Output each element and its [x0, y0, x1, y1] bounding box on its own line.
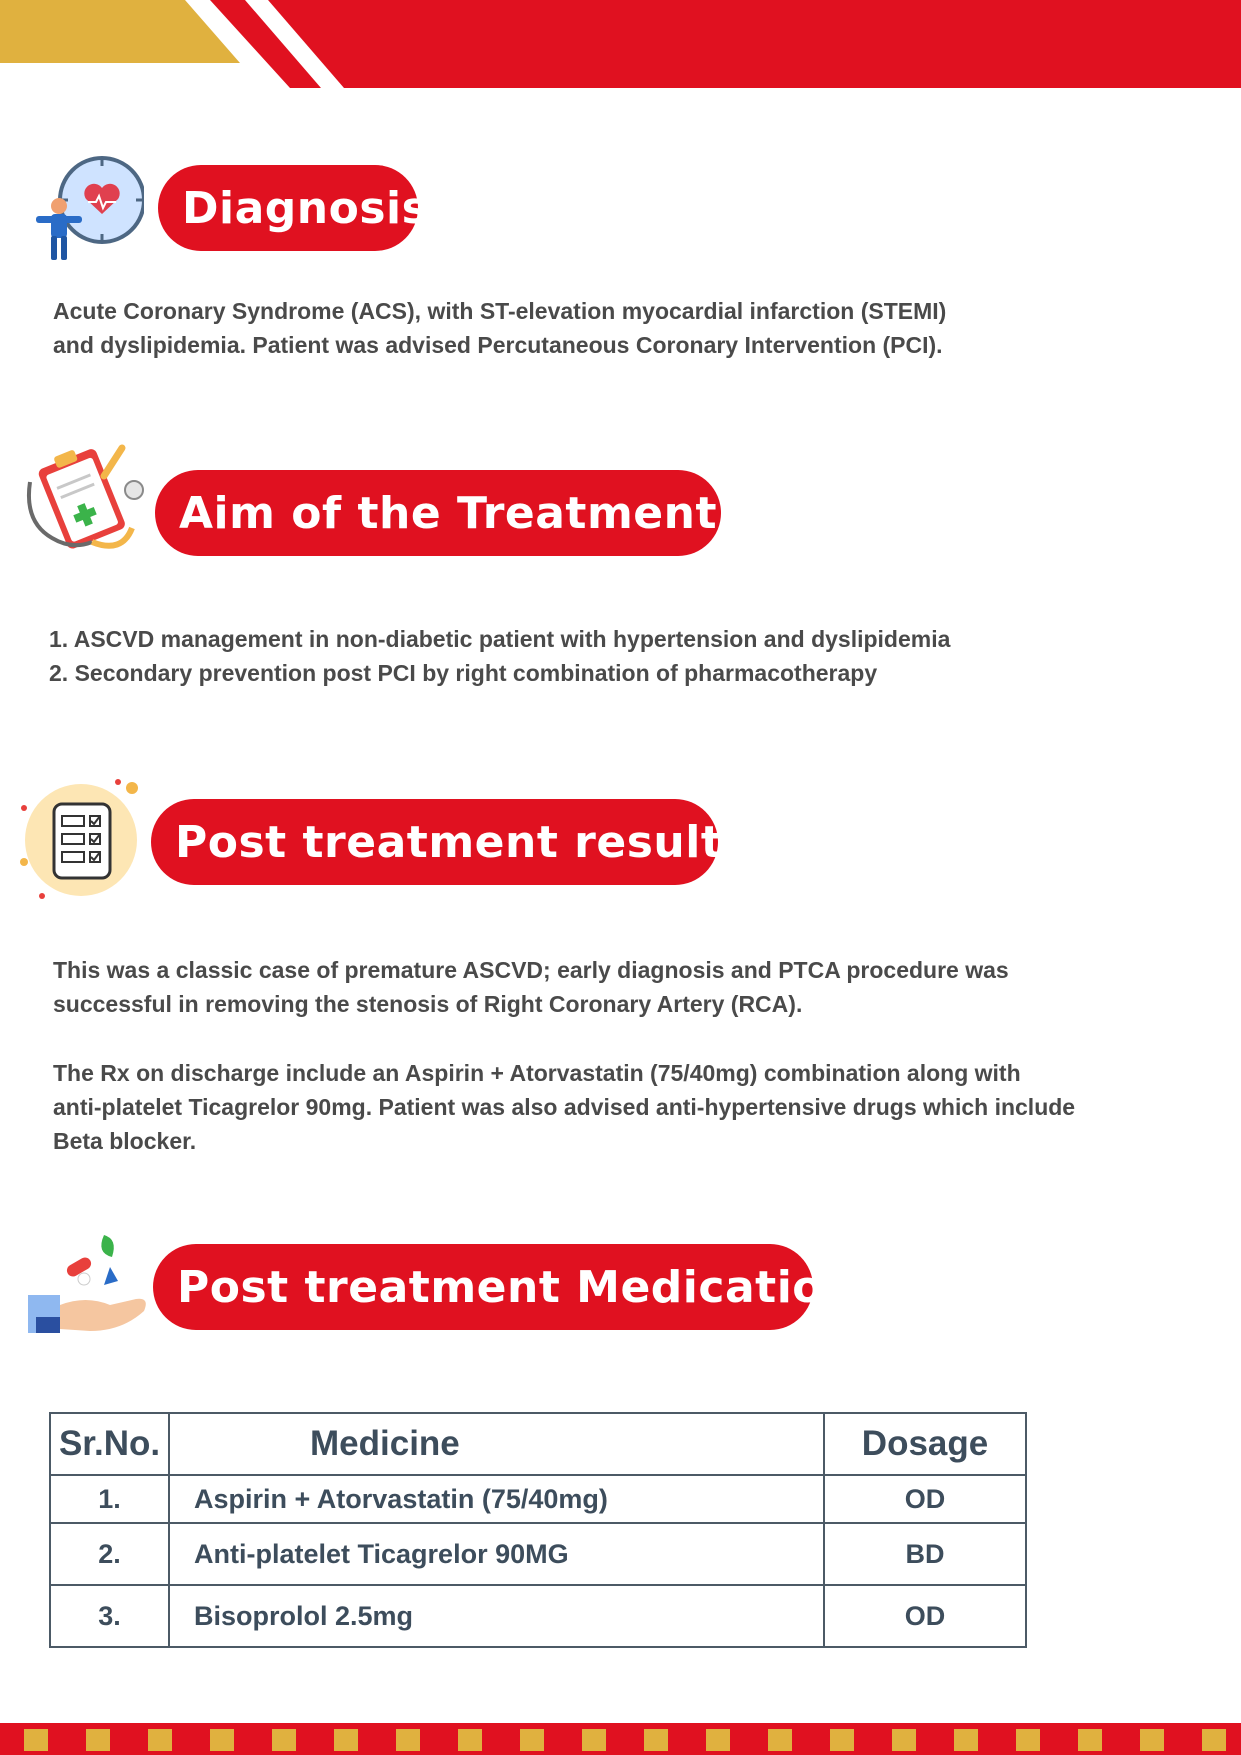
cell-medicine: Aspirin + Atorvastatin (75/40mg): [169, 1475, 824, 1523]
border-square: [582, 1729, 606, 1751]
results-line: anti-platelet Ticagrelor 90mg. Patient was also advised anti-hypertensive drugs which include: [53, 1094, 1076, 1120]
header-dosage: Dosage: [824, 1413, 1026, 1475]
diagnosis-line-2: and dyslipidemia. Patient was advised Percutaneous Coronary Intervention (PCI).: [53, 332, 943, 358]
results-line: Beta blocker.: [53, 1128, 197, 1154]
diagnosis-text: [53, 294, 946, 362]
results-heading: Post treatment results:: [151, 799, 718, 885]
border-square: [1078, 1729, 1102, 1751]
medications-heading: Post treatment Medications:: [153, 1244, 813, 1330]
clock-heart-person-icon: [34, 152, 144, 262]
bottom-border: [0, 1723, 1241, 1755]
border-square: [830, 1729, 854, 1751]
cell-dosage: BD: [824, 1523, 1026, 1585]
cell-sr-no: 1.: [50, 1475, 169, 1523]
table-row: [50, 1523, 1026, 1585]
border-square: [272, 1729, 296, 1751]
border-square: [396, 1729, 420, 1751]
results-paragraph-1: [53, 953, 1009, 1021]
border-square: [520, 1729, 544, 1751]
checklist-icon: [18, 778, 148, 903]
border-square: [706, 1729, 730, 1751]
border-square: [148, 1729, 172, 1751]
border-square: [334, 1729, 358, 1751]
aim-list: [49, 622, 950, 690]
border-square: [86, 1729, 110, 1751]
banner-red-shape: [210, 0, 1241, 88]
cell-sr-no: 2.: [50, 1523, 169, 1585]
border-square: [24, 1729, 48, 1751]
aim-heading: Aim of the Treatment:: [155, 470, 721, 556]
results-paragraph-2: [53, 1056, 1075, 1158]
hand-pills-icon: [26, 1235, 151, 1335]
table-header-row: [50, 1413, 1026, 1475]
border-square: [1140, 1729, 1164, 1751]
border-square: [768, 1729, 792, 1751]
diagnosis-line-1: Acute Coronary Syndrome (ACS), with ST-elevation myocardial infarction (STEMI): [53, 298, 947, 324]
top-banner: [0, 0, 1241, 90]
border-square: [1202, 1729, 1226, 1751]
cell-medicine: Bisoprolol 2.5mg: [169, 1585, 824, 1647]
cell-dosage: OD: [824, 1585, 1026, 1647]
medications-table: [49, 1412, 1027, 1648]
border-square: [1016, 1729, 1040, 1751]
results-line: The Rx on discharge include an Aspirin + Atorvastatin (75/40mg) combination along with: [53, 1060, 1021, 1086]
border-square: [458, 1729, 482, 1751]
cell-dosage: OD: [824, 1475, 1026, 1523]
results-line: successful in removing the stenosis of Right Coronary Artery (RCA).: [53, 991, 803, 1017]
table-row: [50, 1585, 1026, 1647]
aim-list-item: 1. ASCVD management in non-diabetic patient with hypertension and dyslipidemia: [49, 626, 951, 652]
results-line: This was a classic case of premature ASCVD; early diagnosis and PTCA procedure was: [53, 957, 1009, 983]
diagnosis-heading: Diagnosis:: [158, 165, 418, 251]
clipboard-stethoscope-icon: [22, 442, 146, 562]
banner-gold-shape: [0, 0, 240, 63]
cell-sr-no: 3.: [50, 1585, 169, 1647]
cell-medicine: Anti-platelet Ticagrelor 90MG: [169, 1523, 824, 1585]
aim-list-item: 2. Secondary prevention post PCI by right combination of pharmacotherapy: [49, 660, 878, 686]
border-square: [644, 1729, 668, 1751]
header-sr-no: Sr.No.: [50, 1413, 169, 1475]
border-square: [892, 1729, 916, 1751]
border-square: [210, 1729, 234, 1751]
border-square: [954, 1729, 978, 1751]
table-row: [50, 1475, 1026, 1523]
header-medicine: Medicine: [169, 1413, 824, 1475]
